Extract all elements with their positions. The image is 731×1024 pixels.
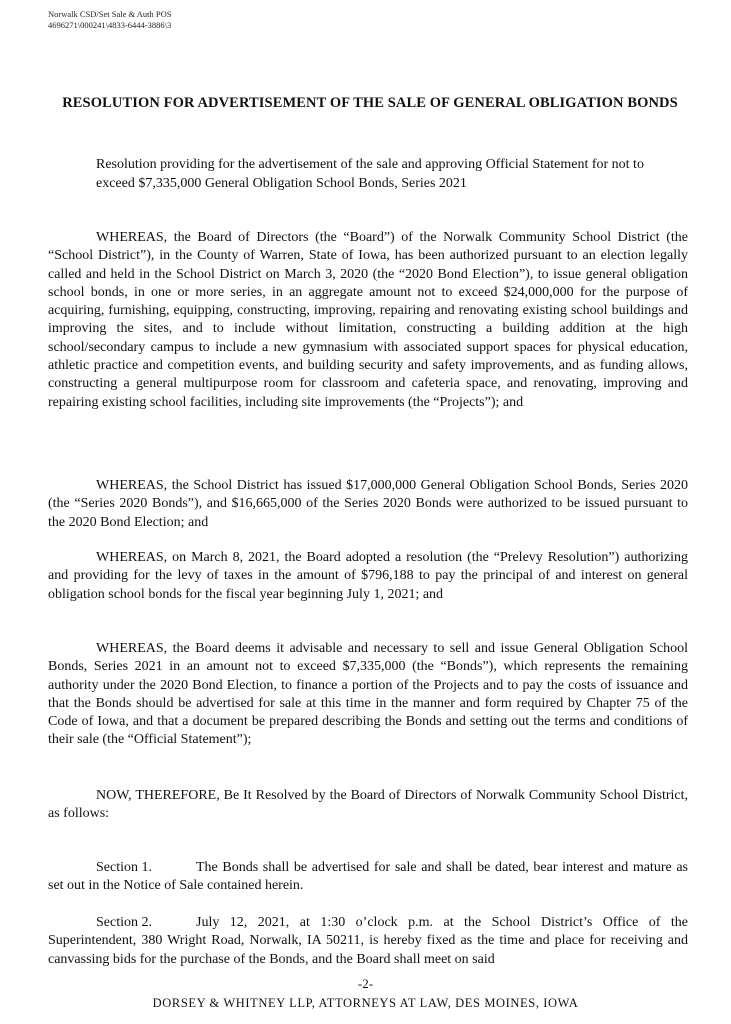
section-1 <box>48 859 688 896</box>
whereas-paragraph-3: WHEREAS, on March 8, 2021, the Board adopted a resolution (the “Prelevy Resolution”) authorizing and providing for the levy of taxes in the amount of $796,188 to pay the principal of and interest on general obligation school bonds for the fiscal year beginning July 1, 2021; and <box>48 550 688 602</box>
resolved-paragraph: NOW, THEREFORE, Be It Resolved by the Board of Directors of Norwalk Community School District, as follows: <box>48 788 688 822</box>
document-identifier <box>48 9 172 31</box>
doc-id-line-1: Norwalk CSD/Set Sale & Auth POS <box>48 9 172 19</box>
section-2 <box>48 914 688 969</box>
section-1-text: The Bonds shall be advertised for sale and shall be dated, bear interest and mature as set out in the Notice of Sale contained herein. <box>48 860 688 894</box>
whereas-paragraph-2: WHEREAS, the School District has issued $17,000,000 General Obligation School Bonds, Series 2020 (the “Series 2020 Bonds”), and $16,665,000 of the Series 2020 Bonds were authorized to be issued pursuant to the 2020 Bond Election; and <box>48 478 688 530</box>
firm-footer: DORSEY & WHITNEY LLP, ATTORNEYS AT LAW, DES MOINES, IOWA <box>152 996 579 1010</box>
section-1-label: Section 1. <box>96 860 152 875</box>
doc-id-line-2: 4696271\000241\4833-6444-3886\3 <box>48 20 172 30</box>
page-number: -2- <box>357 976 374 991</box>
section-2-label: Section 2. <box>96 915 152 930</box>
whereas-paragraph-1: WHEREAS, the Board of Directors (the “Board”) of the Norwalk Community School District (the “School District”), in the County of Warren, State of Iowa, has been authorized pursuant to an election legally called and held in the School District on March 3, 2020 (the “2020 Bond Election”), to issue general obligation school bonds, in one or more series, in an aggregate amount not to exceed $24,000,000 for the purpose of acquiring, furnishing, equipping, constructing, improving, repairing and renovating existing school buildings and improving the sites, and to include without limitation, constructing a building addition at the high school/secondary campus to include a new gymnasium with associated support spaces for physical education, athletic practice and competition events, and building security and safety improvements, and as funding allows, constructing a general multipurpose room for classroom and cafeteria space, and renovating, improving and repairing existing school facilities, including site improvements (the “Projects”); and <box>48 230 688 410</box>
section-2-text: July 12, 2021, at 1:30 o’clock p.m. at the School District’s Office of the Superintendent, 380 Wright Road, Norwalk, IA 50211, is hereby fixed as the time and place for receiving and canvassing bids for the purchase of the Bonds, and the Board shall meet on said <box>48 915 688 967</box>
resolution-title: RESOLUTION FOR ADVERTISEMENT OF THE SALE OF GENERAL OBLIGATION BONDS <box>62 95 678 111</box>
whereas-paragraph-4: WHEREAS, the Board deems it advisable and necessary to sell and issue General Obligation School Bonds, Series 2021 in an amount not to exceed $7,335,000 (the “Bonds”), which represents the remaining authority under the 2020 Bond Election, to finance a portion of the Projects and to pay the costs of issuance and that the Bonds should be advertised for sale at this time in the manner and form required by Chapter 75 of the Code of Iowa, and that a document be prepared describing the Bonds and setting out the terms and conditions of their sale (the “Official Statement”); <box>48 641 688 748</box>
resolution-summary: Resolution providing for the advertisement of the sale and approving Official Statement for not to exceed $7,335,000 General Obligation School Bonds, Series 2021 <box>96 157 644 191</box>
